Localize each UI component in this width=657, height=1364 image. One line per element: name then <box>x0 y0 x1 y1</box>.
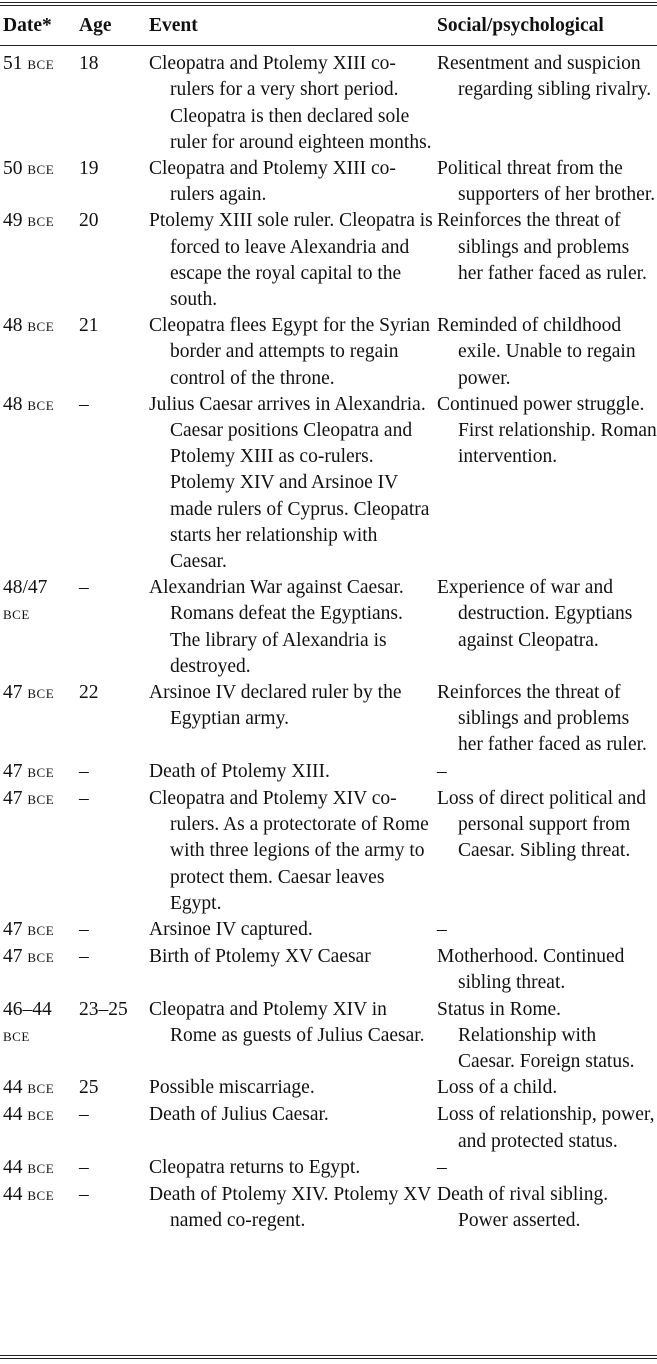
event-cell: Arsinoe IV declared ruler by the Egyptian army. <box>149 682 402 730</box>
table-row <box>0 759 657 786</box>
header-social: Social/psychological <box>437 15 604 36</box>
age-cell: – <box>79 760 89 782</box>
date-number: 51 <box>3 53 23 75</box>
date-cell <box>0 1182 79 1234</box>
date-era: BCE <box>27 214 55 230</box>
date-cell <box>0 1075 79 1102</box>
social-cell: Reinforces the threat of siblings and problems her father faced as ruler. <box>437 682 647 756</box>
age-cell: 21 <box>79 315 99 337</box>
age-cell: 22 <box>79 682 99 704</box>
date-era: BCE <box>27 1081 55 1097</box>
date-cell <box>0 575 79 680</box>
age-cell: 23–25 <box>79 998 128 1020</box>
date-number: 47 <box>3 918 23 940</box>
social-cell: – <box>437 760 447 782</box>
date-cell <box>0 313 79 392</box>
header-event: Event <box>149 15 198 36</box>
event-cell: Birth of Ptolemy XV Caesar <box>149 946 371 968</box>
age-cell: – <box>79 577 89 599</box>
age-cell: – <box>79 1183 89 1205</box>
age-cell: – <box>79 1104 89 1126</box>
top-rule-1 <box>0 2 657 3</box>
date-number: 49 <box>3 210 23 232</box>
social-cell: Reminded of childhood exile. Unable to regain power. <box>437 315 636 389</box>
date-cell <box>0 156 79 208</box>
event-cell: Arsinoe IV captured. <box>149 918 313 940</box>
date-era: BCE <box>27 397 55 413</box>
social-cell: Political threat from the supporters of her brother. <box>437 158 656 206</box>
date-era: BCE <box>27 1108 55 1124</box>
date-number: 44 <box>3 1183 23 1205</box>
date-number: 47 <box>3 760 23 782</box>
date-era: BCE <box>27 162 55 178</box>
bottom-rule-2 <box>0 1358 657 1359</box>
event-cell: Death of Ptolemy XIV. Ptolemy XV named co-regent. <box>149 1183 432 1232</box>
event-cell: Cleopatra and Ptolemy XIII co-rulers again. <box>149 158 396 206</box>
social-cell: Continued power struggle. First relationship. Roman intervention. <box>437 393 657 468</box>
event-cell: Death of Ptolemy XIII. <box>149 760 330 782</box>
date-era: BCE <box>27 1187 55 1203</box>
table-row <box>0 917 657 944</box>
social-cell: Loss of a child. <box>437 1077 558 1099</box>
table-row <box>0 1075 657 1102</box>
social-cell: Reinforces the threat of siblings and problems her father faced as ruler. <box>437 210 647 284</box>
date-cell <box>0 917 79 944</box>
date-number: 47 <box>3 787 23 809</box>
header-date: Date* <box>3 15 52 36</box>
table-row <box>0 208 657 313</box>
table-row <box>0 786 657 917</box>
table-row <box>0 392 657 575</box>
age-cell: – <box>79 946 89 968</box>
table-row <box>0 997 657 1076</box>
date-number: 44 <box>3 1104 23 1126</box>
date-cell <box>0 997 79 1076</box>
date-number: 44 <box>3 1156 23 1178</box>
header-row <box>0 10 657 45</box>
event-cell: Alexandrian War against Caesar. Romans defeat the Egyptians. The library of Alexandria is destroyed. <box>149 577 404 677</box>
table-row <box>0 680 657 759</box>
table-row <box>0 313 657 392</box>
social-cell: – <box>437 1156 447 1178</box>
date-number: 48/47 <box>3 577 48 599</box>
date-number: 48 <box>3 315 23 337</box>
event-cell: Cleopatra and Ptolemy XIV co-rulers. As a protectorate of Rome with three legions of the army to protect them. Caesar leaves Egypt. <box>149 787 429 914</box>
date-cell <box>0 392 79 575</box>
date-era: BCE <box>27 319 55 335</box>
table-row <box>0 1102 657 1154</box>
event-cell: Ptolemy XIII sole ruler. Cleopatra is forced to leave Alexandria and escape the royal capital to the south. <box>149 210 433 311</box>
table-row <box>0 156 657 208</box>
bottom-rule-1 <box>0 1355 657 1356</box>
date-cell <box>0 46 79 156</box>
age-cell: 19 <box>79 158 99 180</box>
table-header <box>0 10 657 46</box>
event-cell: Cleopatra returns to Egypt. <box>149 1156 361 1178</box>
date-cell <box>0 680 79 759</box>
social-cell: Experience of war and destruction. Egyptians against Cleopatra. <box>437 577 633 651</box>
date-number: 48 <box>3 393 23 415</box>
date-era: BCE <box>3 607 30 623</box>
date-era: BCE <box>27 686 55 702</box>
table-body <box>0 46 657 1234</box>
event-cell: Cleopatra flees Egypt for the Syrian border and attempts to regain control of the throne. <box>149 315 431 389</box>
social-cell: – <box>437 918 447 940</box>
date-cell <box>0 1155 79 1182</box>
date-cell <box>0 759 79 786</box>
table-row <box>0 46 657 156</box>
age-cell: 25 <box>79 1077 99 1099</box>
age-cell: – <box>79 918 89 940</box>
event-cell: Cleopatra and Ptolemy XIV in Rome as guests of Julius Caesar. <box>149 998 425 1046</box>
age-cell: – <box>79 1156 89 1178</box>
event-cell: Julius Caesar arrives in Alexandria. Caesar positions Cleopatra and Ptolemy XIII as co-rulers. Ptolemy XIV and Arsinoe IV made rulers of Cyprus. Cleopatra starts her relationship with Caesar. <box>149 393 430 573</box>
date-cell <box>0 944 79 996</box>
social-cell: Resentment and suspicion regarding sibling rivalry. <box>437 53 652 101</box>
date-era: BCE <box>27 791 55 807</box>
date-number: 47 <box>3 682 23 704</box>
date-era: BCE <box>27 922 55 938</box>
event-cell: Possible miscarriage. <box>149 1077 315 1099</box>
table-row <box>0 1155 657 1182</box>
top-rule-2 <box>0 5 657 6</box>
event-cell: Cleopatra and Ptolemy XIII co-rulers for a very short period. Cleopatra is then declared sole ruler for around eighteen months. <box>149 53 432 153</box>
age-cell: 20 <box>79 210 99 232</box>
date-era: BCE <box>27 57 55 73</box>
table-row <box>0 944 657 996</box>
table-row <box>0 575 657 680</box>
date-era: BCE <box>27 764 55 780</box>
date-number: 50 <box>3 158 23 180</box>
date-cell <box>0 208 79 313</box>
date-number: 44 <box>3 1077 23 1099</box>
date-era: BCE <box>27 950 55 966</box>
social-cell: Death of rival sibling. Power asserted. <box>437 1183 609 1232</box>
social-cell: Loss of direct political and personal support from Caesar. Sibling threat. <box>437 787 647 862</box>
social-cell: Loss of relationship, power, and protected status. <box>437 1104 655 1152</box>
date-cell <box>0 1102 79 1154</box>
age-cell: 18 <box>79 53 99 75</box>
age-cell: – <box>79 393 89 415</box>
chronology-table <box>0 10 657 1234</box>
social-cell: Motherhood. Continued sibling threat. <box>437 946 625 994</box>
date-number: 47 <box>3 946 23 968</box>
table-row <box>0 1182 657 1234</box>
event-cell: Death of Julius Caesar. <box>149 1104 329 1126</box>
date-era: BCE <box>3 1028 30 1044</box>
date-era: BCE <box>27 1160 55 1176</box>
header-age: Age <box>79 15 112 36</box>
social-cell: Status in Rome. Relationship with Caesar. Foreign status. <box>437 998 635 1072</box>
date-number: 46–44 <box>3 998 52 1020</box>
date-cell <box>0 786 79 917</box>
age-cell: – <box>79 787 89 809</box>
